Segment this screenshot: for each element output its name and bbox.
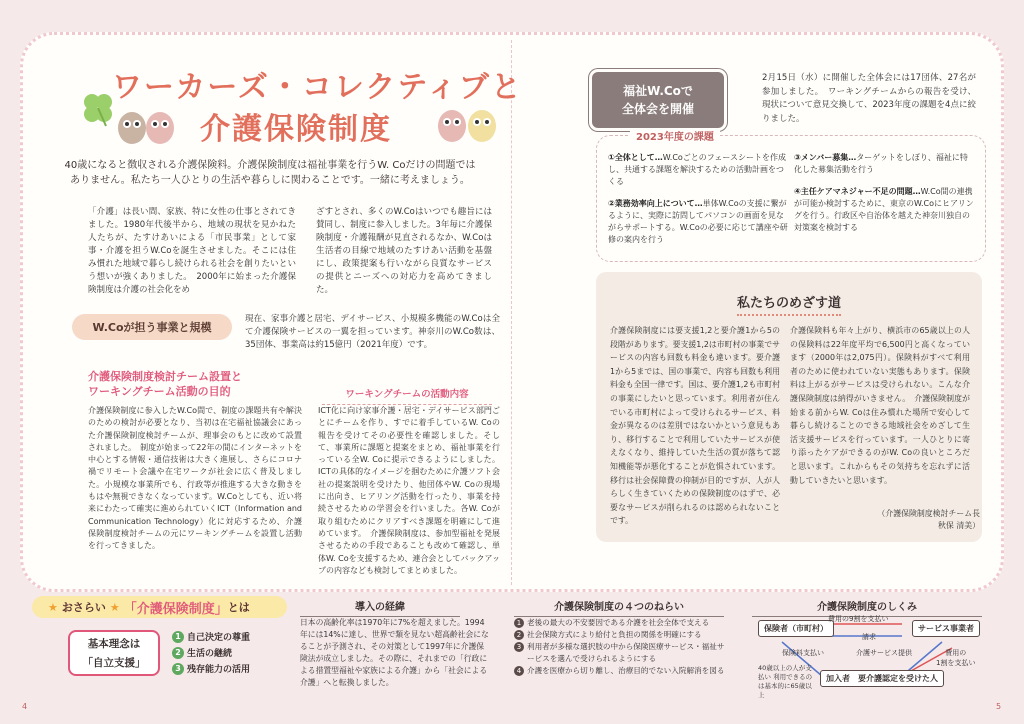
page-number-right: 5 (996, 702, 1002, 711)
team-heading-line2: ワーキングチーム活動の目的 (88, 385, 231, 398)
aims-heading: 介護保険制度の４つのねらい (514, 598, 724, 617)
aim-signature-line2: 秋保 清美） (938, 521, 980, 530)
page-title-line2: 介護保険制度 (200, 112, 392, 147)
business-text: 現在、家事介護と居宅、デイサービス、小規模多機能のW.Coは全て介護保険サービスの一翼を担っています。神奈川のW.Co数は、35団体、事業高は約15億円（2021年度）です。 (245, 314, 500, 350)
aim-list-item (514, 641, 732, 665)
aim-list-text: 介護を医療から切り離し、治療目的でない入院解消を図る (527, 666, 725, 675)
number-1-icon: 1 (172, 631, 184, 643)
issue-head: ①全体として… (608, 153, 663, 162)
number-3-icon: 3 (172, 663, 184, 675)
issue-text: ターゲットをしぼり、福祉に特化した募集活動を行う (794, 153, 968, 174)
principle-label: 自己決定の尊重 (187, 633, 251, 643)
page-number-left: 4 (22, 702, 28, 711)
principle-item (172, 662, 250, 675)
event-text: 2月15日（水）に開催した全体会には17団体、27名が参加しました。 ワーキングチームからの報告を受け、現状について意見交換して、2023年度の課題を4点に絞りました。 (762, 73, 976, 124)
lede-text: 40歳になると徴収される介護保険料。介護保険制度は福祉事業を行うW. Coだけの問題ではありません。私たち一人ひとりの生活や暮らしに関わることです。一緒に考えましょう。 (64, 160, 476, 186)
number-4-icon: 4 (514, 666, 524, 676)
basic-principle-box (68, 630, 160, 676)
number-3-icon: 3 (514, 642, 524, 652)
aim-list-text: 社会保険方式により給付と負担の関係を明確にする (527, 630, 702, 639)
pay-10-line1: 費用の (945, 649, 967, 657)
event-tag (592, 72, 724, 128)
aim-list-text: 利用者が多様な選択肢の中から保険医療サービス・福祉サービスを選んで受けられるようにする (527, 642, 725, 663)
claim-label: 請求 (862, 633, 876, 641)
issue-text: W.Co間の連携が可能か検討するために、東京のW.Coにヒアリングを行う。行政区や自治体を越えた神奈川独自の対策案を検討する (794, 187, 974, 232)
business-tag: W.Coが担う事業と規模 (72, 314, 232, 340)
pay-90-label: 費用の9割を支払い (828, 615, 889, 623)
star-icon: ★ (48, 600, 58, 614)
issue-text: W.Coごとのフェースシートを作成し、共通する課題を解決するための活動計画をつくる (608, 153, 786, 186)
pay-10-line2: 1割を支払い (936, 659, 976, 667)
history-heading: 導入の経緯 (300, 598, 460, 617)
issue-item (608, 152, 788, 188)
star-icon: ★ (109, 600, 120, 614)
basic-line2: 「自立支援」 (82, 657, 146, 669)
aim-signature-line1: （介護保険制度検討チーム長 (877, 509, 980, 518)
issue-item (794, 186, 974, 234)
page-fold (511, 40, 512, 585)
pay-10-label (936, 648, 975, 668)
page-title-line1: ワーカーズ・コレクティブと (112, 70, 523, 105)
service-label: 介護サービス提供 (856, 649, 912, 657)
user-box: 加入者 要介護認定を受けた人 (820, 670, 944, 687)
number-1-icon: 1 (514, 618, 524, 628)
aim-list-item (514, 617, 732, 629)
event-tag-line2: 全体会を開催 (621, 102, 694, 116)
issue-head: ②業務効率向上について… (608, 199, 703, 208)
principle-item (172, 630, 250, 643)
team-heading-line1: 介護保険制度検討チーム設置と (88, 370, 242, 383)
system-note: 40歳以上の人が支払い 利用できるのは基本的に65歳以上 (758, 664, 813, 699)
aim-title-text: 私たちのめざす道 (737, 296, 841, 316)
aim-column-2: 介護保険料も年々上がり、横浜市の65歳以上の人の保険料は22年度平均で6,500円と高くなっています（2000年は2,075円）。保険料がすべて利用者のために使われていない実態もあります。保険料は上がるがサービスは受けられない。こんな介護保険制度は納得がいきません。 介護保険制度が始まる前からW. Coは住み慣れた場所で安心して暮らし続けることのできる地域社会をめざして生活支援サービスを行っています。一人ひとりに寄り添ったケアができるのがW. Coの良いところだと思います。これからもその気持ちを忘れずに活動していきたいと思います。 (790, 326, 970, 485)
principle-item (172, 646, 232, 659)
intro-column-1: 「介護」は長い間、家族、特に女性の仕事とされてきました。1980年代後半から、地域の現状を見かねた人たちが、たすけあいによる「市民事業」として家事・介護を担うW.Coを誕生させました。そこには住み慣れた地域で暮らし続けられる社会を創りたいという想いが強くありました。 2000年に始まった介護保険制度は介護の社会化をめ (88, 207, 296, 295)
aim-list-item (514, 629, 732, 641)
osarai-banner (32, 596, 287, 618)
history-text: 日本の高齢化率は1970年に7%を超えました。1994年には14%に達し、世界で類を見ない超高齢社会になることが予測され、その対策として1997年に介護保険法が成立しました。その際に、それまでの「行政による措置型福祉や家族による介護」から「社会による介護」へと転換しました。 (300, 618, 489, 687)
working-team-text: ICT化に向け家事介護・居宅・デイサービス部門ごとにチームを作り、すでに着手しているW. Coの報告を受けてその必要性を確認しました。そして、事業所に課題と提案をまとめ、福祉事業を行っている全W. Coに提示できるようにしました。ICTの具体的なイメージを掴むために介護ソフト会社の提案説明を受けたり、他団体やW. Coの現場に出向き、ヒアリング活動を行ったり、事業を持続させるための学習会を行いました。各W. Coが取り組むためにクリアすべき課題を明確にして進めています。 介護保険制度は、参加型福祉を発展させるための手段であることも改めて確認し、単体W. Coを支援するため、連合会としてバックアップの内容なども検討してまとめました。 (318, 406, 500, 575)
osarai-prefix: おさらい (61, 601, 106, 614)
insurer-box: 保険者（市町村） (758, 620, 834, 637)
osarai-suffix: とは (227, 601, 250, 614)
intro-column-2: ざすとされ、多くのW.Coはいつでも趣旨には賛同し、制度に参入しました。3年毎に介護保険制度・介護報酬が見直されるなか、W.Coは生活者の目線で地域のたすけあい活動を基盤にし、政策提案も行いながら良質なサービスの提供とニーズへの対応力を高めてきました。 (316, 207, 492, 295)
aim-list-text: 老後の最大の不安要因である介護を社会全体で支える (527, 618, 710, 627)
number-2-icon: 2 (172, 647, 184, 659)
aim-title (596, 292, 982, 311)
issue-item (794, 152, 974, 176)
working-team-title: ワーキングチームの活動内容 (322, 386, 492, 405)
aim-signature (830, 508, 980, 532)
team-text: 介護保険制度に参入したW.Co間で、制度の課題共有や解決のための検討が必要となり、当初は在宅福祉協議会にあった介護保険制度検討チームが、理事会のもとに改めて設置されました。 制度が始まって22年の間にインターネットを中心とする情報・通信技術は大きく進展し、さらにコロナ禍でリモート会議や在宅ワークが社会に広く普及しました。小規模な事業所でも、行政等が推進する大きな動きをもはや無視できなくなっています。W.Coとしても、近い将来にわたって確実に進められていくICT（Information and Communication Technology）化に対応するため、介護保険制度検討チームの元にワーキングチームを設置し活動を行ってきました。 (88, 406, 302, 551)
issue-head: ④主任ケアマネジャー不足の問題… (794, 187, 921, 196)
principle-label: 生活の継続 (187, 649, 233, 659)
number-2-icon: 2 (514, 630, 524, 640)
issue-text: 単体W.Coの支援に繋がるように、実際に訪問してパソコンの画面を見ながらサポートする。W.Coの必要に応じて講座や研修の案内を行う (608, 199, 788, 244)
system-heading: 介護保険制度のしくみ (752, 598, 982, 617)
event-tag-line1: 福祉W.Coで (623, 84, 693, 98)
owls-icon (116, 106, 178, 146)
issue-item (608, 198, 788, 246)
osarai-highlight: 「介護保険制度」 (123, 601, 228, 617)
issues-title: 2023年度の課題 (630, 128, 720, 143)
owls-icon-right (436, 104, 502, 146)
principle-label: 残存能力の活用 (187, 665, 251, 675)
basic-line1: 基本理念は (87, 638, 141, 650)
fee-label: 保険料支払い (782, 649, 824, 657)
issue-head: ③メンバー募集… (794, 153, 857, 162)
aim-list-item (514, 665, 732, 677)
aim-column-1: 介護保険制度には要支援1,2と要介護1から5の段階があります。要支援1,2は市町村の事業でサービスの内容も回数も料金も違います。要介護1から5までは、国の事業で、内容も回数も利用料金も全国一律です。国は、要介護1,2も市町村の事業にしたいと思っています。利用者が住んでいる市町村によって受けられるサービス、料金が異なるのは差別ではないかという意見もあり、移行することで利用していたサービスが使えなくなり、維持していた生活の質が落ちて認知機能等が悪化することが危惧されています。移行は社会保障費の抑制が目的ですが、人が人らしく生きていくための保険制度のはずで、必要なサービスが削られるのは認められないことです。 (610, 326, 780, 526)
aims-list (514, 617, 732, 677)
provider-box: サービス事業者 (912, 620, 980, 637)
